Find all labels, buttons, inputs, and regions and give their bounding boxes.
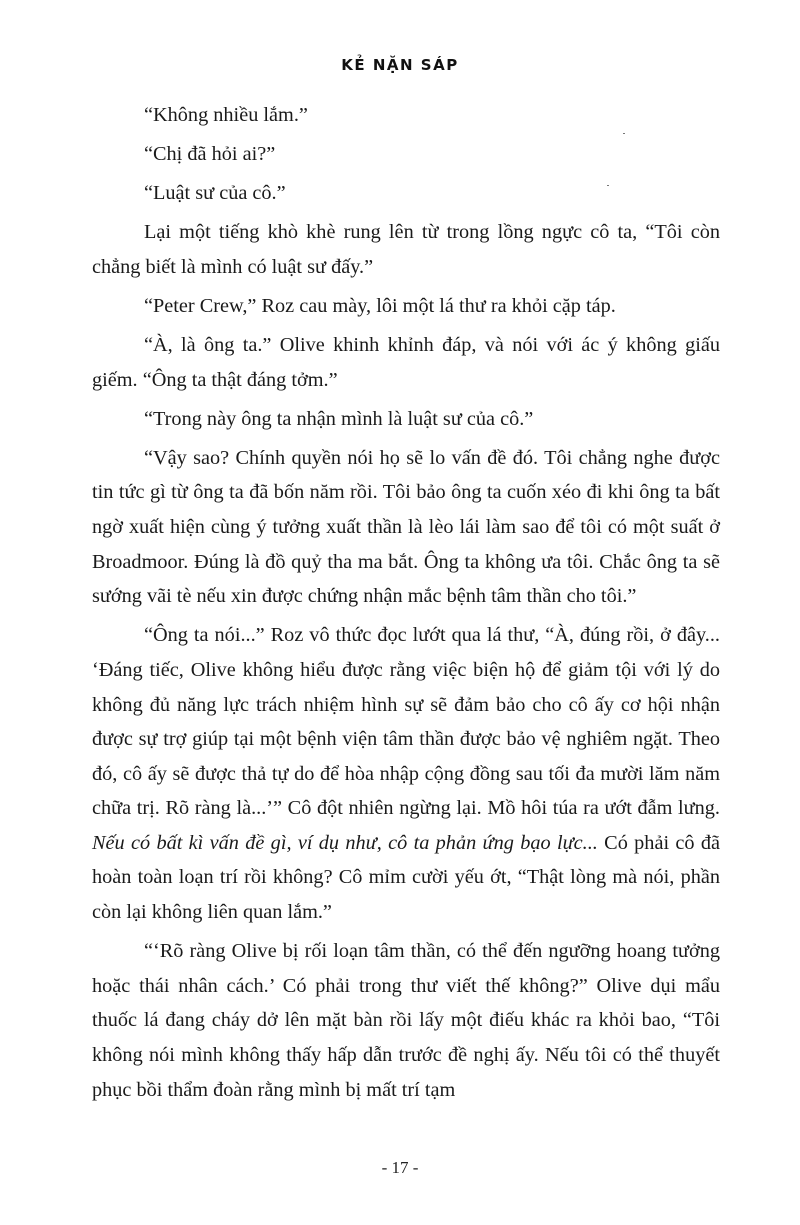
paragraph: “À, là ông ta.” Olive khinh khỉnh đáp, và nói với ác ý không giấu giếm. “Ông ta thật đáng tởm.”	[92, 334, 720, 391]
paragraph	[92, 618, 720, 929]
italic-thought: Nếu có bất kì vấn đề gì, ví dụ như, cô ta phản ứng bạo lực...	[92, 831, 598, 854]
paragraph-text: Có phải cô đã hoàn toàn loạn trí rồi không? Cô mỉm cười yếu ớt, “Thật lòng mà nói, phần còn lại không liên quan lắm.”	[92, 831, 720, 924]
paragraph: “Vậy sao? Chính quyền nói họ sẽ lo vấn đề đó. Tôi chẳng nghe được tin tức gì từ ông ta đã bốn năm rồi. Tôi bảo ông ta cuốn xéo đi khi ông ta bất ngờ xuất hiện cùng ý tưởng xuất thần là lèo lái làm sao để tôi có một suất ở Broadmoor. Đúng là đồ quỷ tha ma bắt. Ông ta không ưa tôi. Chắc ông ta sẽ sướng vãi tè nếu xin được chứng nhận mắc bệnh tâm thần cho tôi.”	[92, 446, 720, 608]
paragraph: “Trong này ông ta nhận mình là luật sư của cô.”	[144, 407, 534, 430]
paragraph: “Không nhiều lắm.”	[144, 104, 308, 126]
paragraph-text: “Ông ta nói...” Roz vô thức đọc lướt qua lá thư, “À, đúng rồi, ở đây... ‘Đáng tiếc, Olive không hiểu được rằng việc biện hộ để giảm tội với lý do không đủ năng lực trách nhiệm hình sự sẽ đảm bảo cho cô ấy cơ hội nhận được sự trợ giúp tại một bệnh viện tâm thần được bảo vệ nghiêm ngặt. Theo đó, cô ấy sẽ được thả tự do để hòa nhập cộng đồng sau tối đa mười lăm năm chữa trị. Rõ ràng là...’” Cô đột nhiên ngừng lại. Mồ hôi túa ra ướt đẫm lưng.	[92, 624, 720, 820]
paragraph: Lại một tiếng khò khè rung lên từ trong lồng ngực cô ta, “Tôi còn chẳng biết là mình có luật sư đấy.”	[92, 221, 720, 278]
paragraph: “‘Rõ ràng Olive bị rối loạn tâm thần, có thể đến ngưỡng hoang tưởng hoặc thái nhân cách.’ Có phải trong thư viết thế không?” Olive dụi mẩu thuốc lá đang cháy dở lên mặt bàn rồi lấy một điếu khác ra khỏi bao, “Tôi không nói mình không thấy hấp dẫn trước đề nghị ấy. Nếu tôi có thể thuyết phục bồi thẩm đoàn rằng mình bị mất trí tạm	[92, 940, 720, 1101]
running-header: KẺ NẶN SÁP	[341, 56, 459, 74]
paragraph: “Peter Crew,” Roz cau mày, lôi một lá thư ra khỏi cặp táp.	[144, 294, 616, 317]
page-number: - 17 -	[381, 1158, 419, 1177]
paragraph: “Chị đã hỏi ai?”	[144, 143, 276, 166]
paragraph: “Luật sư của cô.”	[144, 182, 286, 205]
body-text	[92, 98, 720, 1107]
